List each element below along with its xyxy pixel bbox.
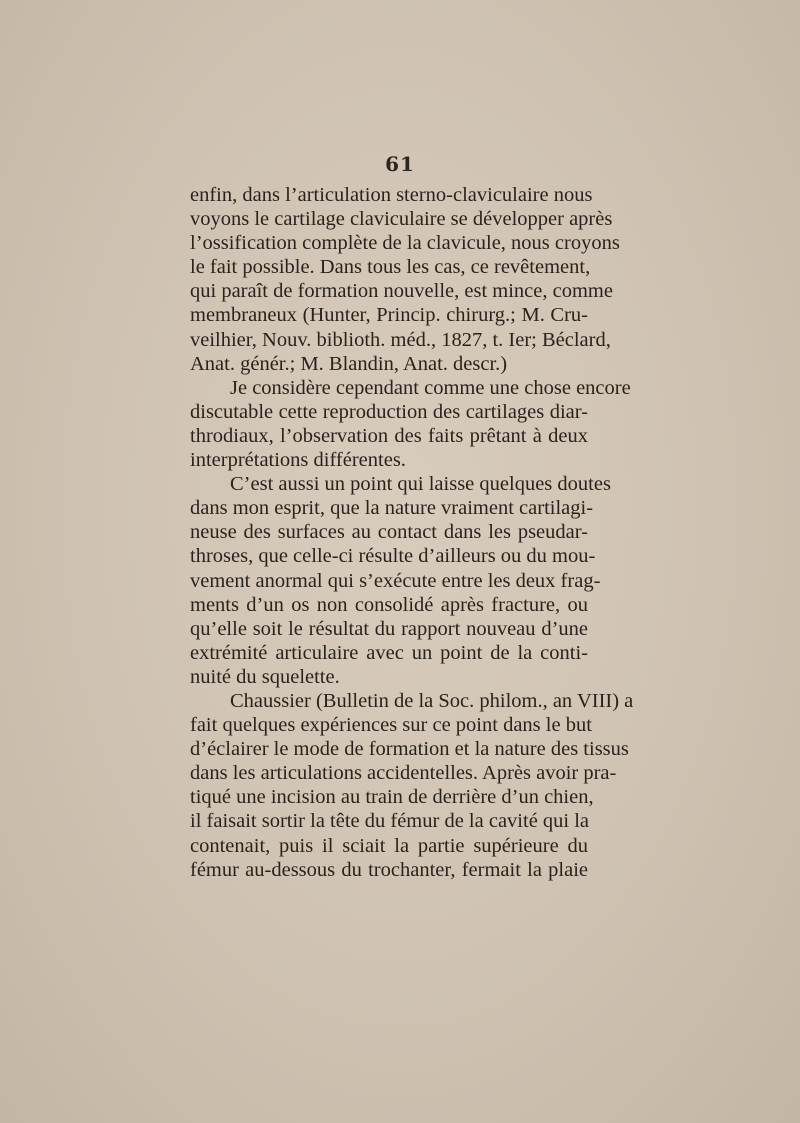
body-text — [190, 183, 634, 882]
text-line: extrémité articulaire avec un point de la conti- — [190, 641, 588, 664]
text-line: vement anormal qui s’exécute entre les deux frag- — [190, 569, 601, 592]
text-line: voyons le cartilage claviculaire se développer après — [190, 208, 613, 231]
text-line: membraneux (Hunter, Princip. chirurg.; M. Cru- — [190, 304, 588, 327]
page-number: 61 — [385, 152, 415, 176]
text-line: l’ossification complète de la clavicule, nous croyons — [190, 232, 620, 255]
text-line: tiqué une incision au train de derrière d’un chien, — [190, 786, 594, 809]
text-line: il faisait sortir la tête du fémur de la cavité qui la — [190, 810, 590, 833]
text-line: Chaussier (Bulletin de la Soc. philom., an VIII) a — [230, 689, 634, 712]
text-line: qui paraît de formation nouvelle, est mince, comme — [190, 280, 613, 303]
text-line: interprétations différentes. — [190, 449, 406, 472]
text-line: le fait possible. Dans tous les cas, ce revêtement, — [190, 256, 591, 279]
text-line: Anat. génér.; M. Blandin, Anat. descr.) — [190, 352, 508, 375]
text-line: dans mon esprit, que la nature vraiment cartilagi- — [190, 497, 594, 520]
text-line: qu’elle soit le résultat du rapport nouveau d’une — [190, 617, 588, 640]
text-line: throdiaux, l’observation des faits prêtant à deux — [190, 424, 588, 447]
text-line: ments d’un os non consolidé après fracture, ou — [190, 593, 588, 616]
text-line: veilhier, Nouv. biblioth. méd., 1827, t. Ier; Béclard, — [190, 328, 611, 351]
text-line: fait quelques expériences sur ce point dans le but — [190, 714, 592, 737]
text-line: Je considère cependant comme une chose encore — [230, 376, 631, 399]
text-line: neuse des surfaces au contact dans les pseudar- — [190, 521, 588, 544]
text-line: enfin, dans l’articulation sterno-claviculaire nous — [190, 184, 593, 206]
text-line: throses, que celle-ci résulte d’ailleurs ou du mou- — [190, 545, 596, 568]
text-line: C’est aussi un point qui laisse quelques doutes — [230, 473, 611, 496]
text-line: dans les articulations accidentelles. Après avoir pra- — [190, 762, 617, 785]
text-line: discutable cette reproduction des cartilages diar- — [190, 400, 588, 423]
text-line: d’éclairer le mode de formation et la nature des tissus — [190, 738, 629, 761]
text-line: contenait, puis il sciait la partie supérieure du — [190, 834, 588, 857]
text-line: fémur au-dessous du trochanter, fermait la plaie — [190, 858, 588, 881]
text-line: nuité du squelette. — [190, 665, 340, 688]
